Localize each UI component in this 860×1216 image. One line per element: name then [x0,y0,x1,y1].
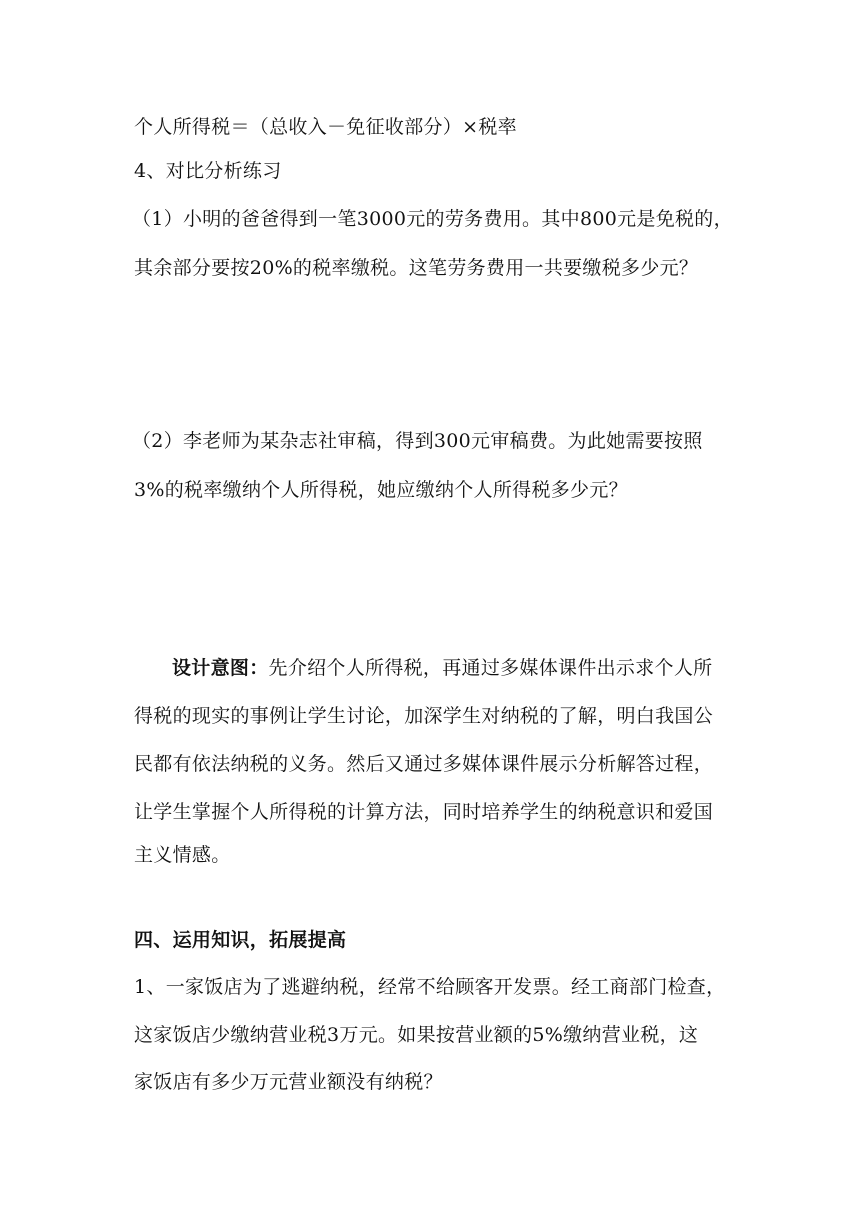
design-intent-line-2: 得税的现实的事例让学生讨论，加深学生对纳税的了解，明白我国公 [134,705,714,727]
section-four-item-1-line-1: 1、一家饭店为了逃避纳税，经常不给顾客开发票。经工商部门检查， [134,976,726,998]
tax-formula: 个人所得税＝（总收入－免征收部分）×税率 [134,116,517,138]
design-intent-text: 先介绍个人所得税，再通过多媒体课件出示求个人所 [268,657,713,679]
design-intent-label: 设计意图： [172,657,269,679]
design-intent-line-1 [172,655,772,681]
problem-1-line-1: （1）小明的爸爸得到一笔3000元的劳务费用。其中800元是免税的， [132,208,733,230]
section-4-title: 4、对比分析练习 [134,160,282,182]
design-intent-line-4: 让学生掌握个人所得税的计算方法，同时培养学生的纳税意识和爱国 [134,801,714,823]
section-four-item-1-line-2: 这家饭店少缴纳营业税3万元。如果按营业额的5%缴纳营业税，这 [134,1024,699,1046]
design-intent-line-5: 主义情感。 [134,844,231,866]
section-four-item-1-line-3: 家饭店有多少万元营业额没有纳税？ [134,1071,443,1093]
design-intent-line-3: 民都有依法纳税的义务。然后又通过多媒体课件展示分析解答过程， [134,753,714,775]
problem-2-line-2: 3%的税率缴纳个人所得税，她应缴纳个人所得税多少元？ [134,479,628,501]
problem-2-line-1: （2）李老师为某杂志社审稿，得到300元审稿费。为此她需要按照 [132,430,703,452]
problem-1-line-2: 其余部分要按20%的税率缴税。这笔劳务费用一共要缴税多少元？ [134,257,699,279]
section-four-heading: 四、运用知识，拓展提高 [134,929,347,951]
